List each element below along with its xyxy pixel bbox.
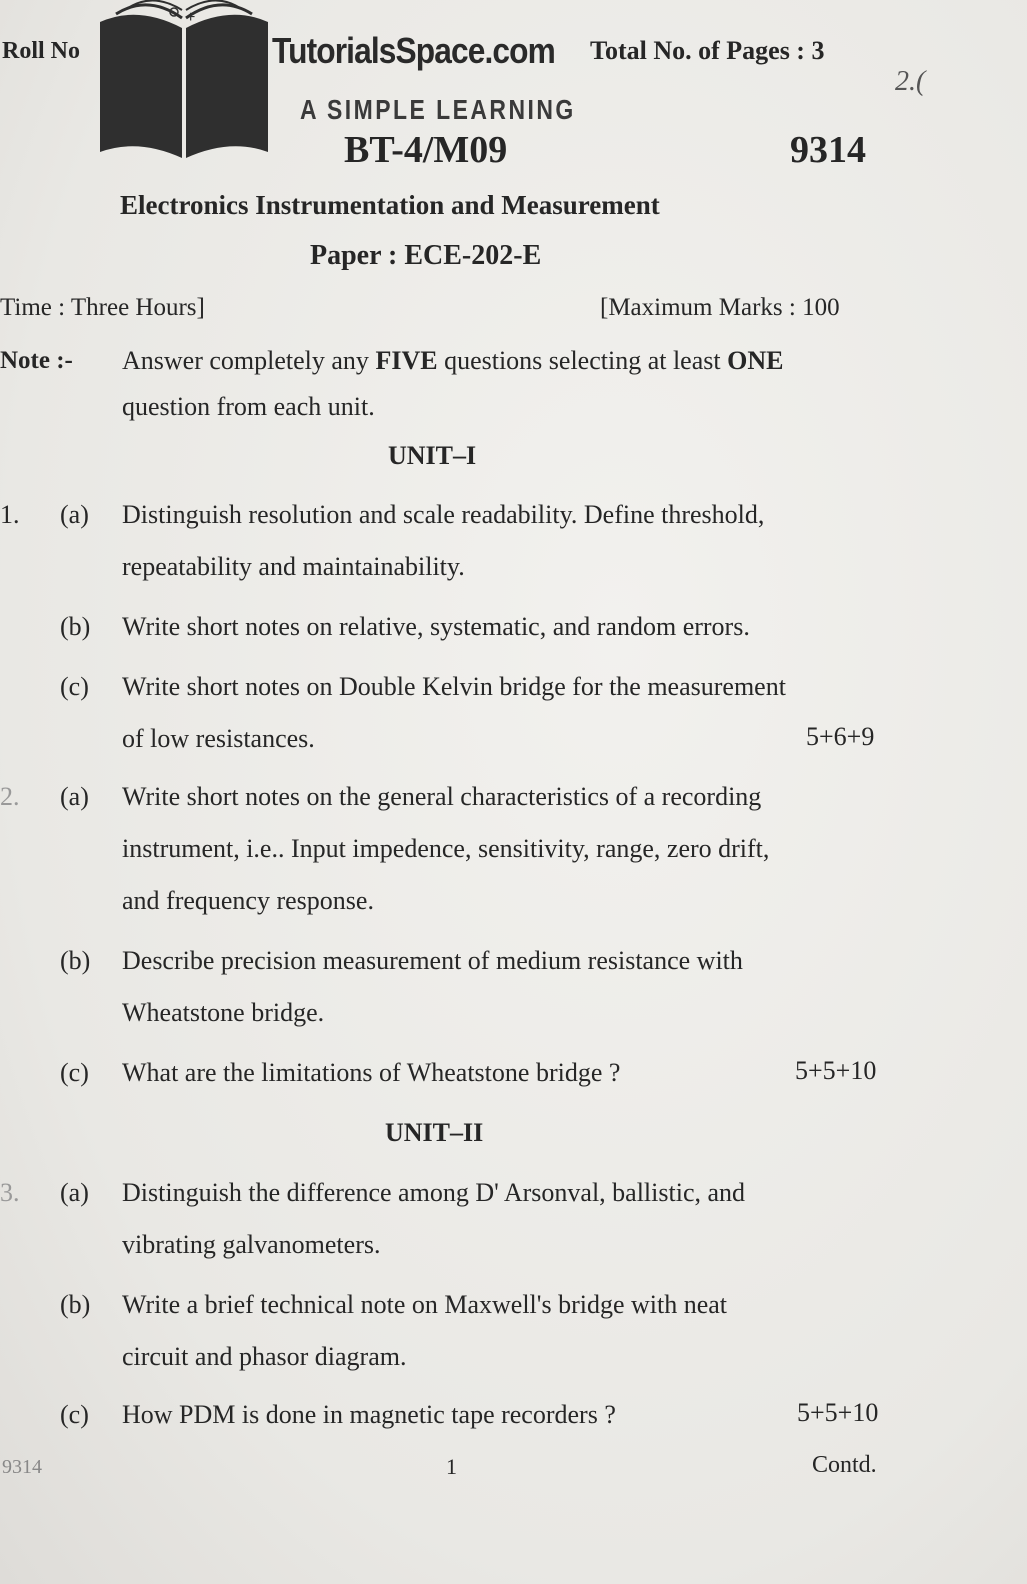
question-text: Distinguish resolution and scale readability. Define threshold,: [122, 500, 765, 529]
question-text: and frequency response.: [122, 886, 374, 915]
marks-allocation: 5+5+10: [795, 1056, 877, 1085]
marks-allocation: 5+6+9: [806, 722, 875, 751]
svg-text:+: +: [186, 9, 196, 26]
paper-code: BT-4/M09: [344, 129, 508, 171]
handwritten-mark: 2.(: [895, 66, 926, 97]
question-text: vibrating galvanometers.: [122, 1230, 381, 1259]
total-pages: Total No. of Pages : 3: [590, 36, 825, 65]
question-number: 3.: [0, 1178, 20, 1207]
part-label: (a): [60, 782, 89, 811]
question-text: Write short notes on the general characteristics of a recording: [122, 782, 762, 811]
question-text: Wheatstone bridge.: [122, 998, 325, 1027]
watermark-site-name: TutorialsSpace.com: [272, 30, 555, 71]
question-text: instrument, i.e.. Input impedence, sensitivity, range, zero drift,: [122, 834, 770, 863]
book-logo-icon: [98, 0, 270, 158]
question-number: 2.: [0, 782, 20, 811]
paper-title: Paper : ECE-202-E: [310, 240, 542, 271]
question-text: Write a brief technical note on Maxwell's bridge with neat: [122, 1290, 728, 1319]
continued-label: Contd.: [812, 1452, 877, 1478]
marks-allocation: 5+5+10: [797, 1398, 879, 1427]
page-number: 1: [446, 1454, 457, 1479]
question-text: Write short notes on relative, systematic, and random errors.: [122, 612, 750, 641]
subject-title: Electronics Instrumentation and Measurement: [120, 190, 660, 220]
question-text: circuit and phasor diagram.: [122, 1342, 407, 1371]
question-text: repeatability and maintainability.: [122, 552, 465, 581]
part-label: (c): [60, 1058, 89, 1087]
exam-time: Time : Three Hours]: [0, 294, 205, 321]
part-label: (a): [60, 1178, 89, 1207]
paper-number: 9314: [790, 129, 866, 171]
note-line-2: question from each unit.: [122, 392, 375, 421]
note-label: Note :-: [0, 347, 73, 374]
max-marks: [Maximum Marks : 100: [600, 294, 840, 321]
question-number: 1.: [0, 500, 20, 529]
question-text: Describe precision measurement of medium resistance with: [122, 946, 743, 975]
unit-2-title: UNIT–II: [385, 1118, 484, 1147]
part-label: (b): [60, 1290, 91, 1319]
question-text: Write short notes on Double Kelvin bridge for the measurement: [122, 672, 786, 701]
question-text: How PDM is done in magnetic tape recorders ?: [122, 1400, 616, 1429]
question-text: Distinguish the difference among D' Arsonval, ballistic, and: [122, 1178, 746, 1207]
part-label: (c): [60, 672, 89, 701]
unit-1-title: UNIT–I: [388, 441, 477, 470]
question-text: of low resistances.: [122, 724, 315, 753]
part-label: (c): [60, 1400, 89, 1429]
part-label: (a): [60, 500, 89, 529]
note-line-1: Answer completely any FIVE questions selecting at least ONE: [122, 346, 784, 375]
watermark-tagline: A SIMPLE LEARNING: [300, 94, 576, 125]
part-label: (b): [60, 946, 91, 975]
footer-code: 9314: [2, 1456, 42, 1478]
roll-number-label: Roll No: [2, 38, 80, 64]
question-text: What are the limitations of Wheatstone bridge ?: [122, 1058, 621, 1087]
part-label: (b): [60, 612, 91, 641]
